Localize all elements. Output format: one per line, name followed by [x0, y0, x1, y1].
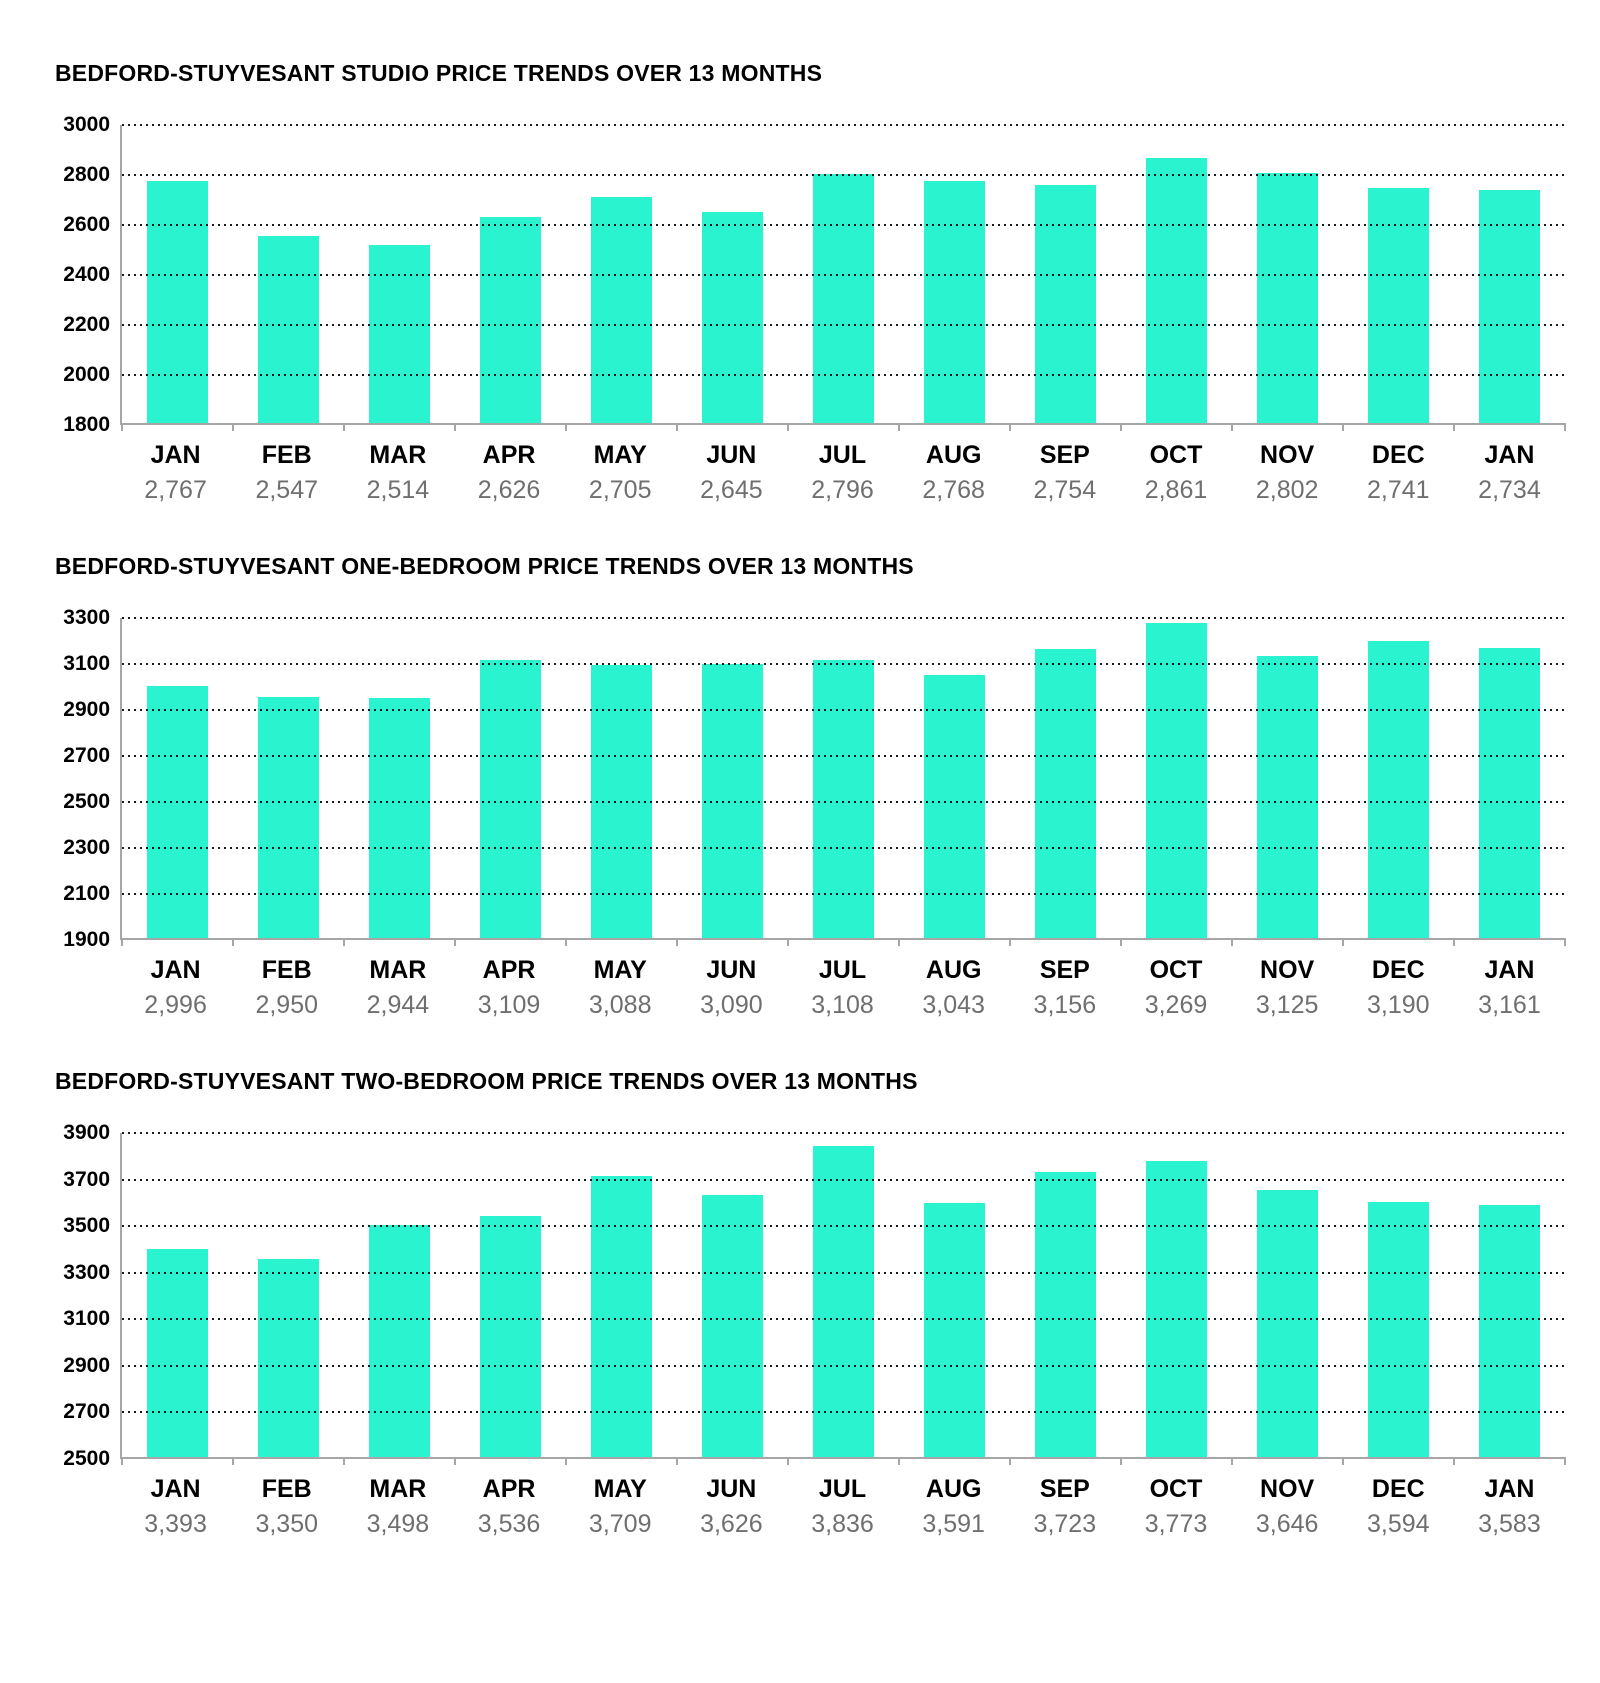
- y-axis-label: 2900: [63, 698, 110, 721]
- tick-mark: [1564, 423, 1566, 431]
- x-axis-value-label: 2,861: [1144, 476, 1208, 504]
- tick-mark: [898, 1457, 900, 1465]
- x-axis-month-label: MAY: [593, 1475, 647, 1503]
- x-axis-value-label: 2,996: [144, 991, 207, 1019]
- tick-mark: [232, 938, 234, 946]
- bar-slot: [122, 1133, 233, 1457]
- y-axis-label: 2700: [63, 1400, 110, 1424]
- chart-title-one-bedroom: BEDFORD-STUYVESANT ONE-BEDROOM PRICE TRENDS OVER 13 MONTHS: [55, 553, 914, 579]
- x-axis-month-label: JAN: [1484, 1475, 1535, 1503]
- bar-feb-2: [258, 697, 319, 939]
- y-axis-label: 2000: [63, 363, 110, 386]
- x-axis-cell: [231, 441, 342, 505]
- x-axis-month-label: NOV: [1260, 956, 1315, 984]
- bar-mar-3: [369, 245, 430, 424]
- y-axis-label: 3500: [63, 1214, 110, 1238]
- x-axis-cell: [787, 956, 898, 1020]
- y-axis: [30, 1121, 110, 1470]
- gridline: [122, 893, 1565, 895]
- gridline: [122, 755, 1565, 757]
- one-bedroom-price-chart: [30, 553, 1565, 1020]
- gridline: [122, 224, 1565, 226]
- gridline: [122, 1411, 1565, 1413]
- bar-jun-6: [702, 1195, 763, 1457]
- tick-mark: [787, 423, 789, 431]
- tick-mark: [1120, 1457, 1122, 1465]
- x-axis-value-label: 3,393: [144, 1510, 207, 1538]
- bar-aug-8: [924, 1203, 985, 1457]
- x-axis: [120, 956, 1565, 1020]
- tick-mark: [1342, 1457, 1344, 1465]
- x-axis-value-label: 3,626: [700, 1510, 763, 1538]
- x-axis-month-label: JUN: [706, 1475, 757, 1503]
- x-axis-cell: [898, 956, 1009, 1020]
- x-axis-value-label: 3,190: [1367, 991, 1430, 1019]
- bar-slot: [1454, 618, 1565, 938]
- x-axis-cell: [120, 441, 231, 505]
- tick-mark: [565, 938, 567, 946]
- y-axis-label: 1900: [63, 928, 110, 951]
- x-axis-value-label: 2,741: [1367, 476, 1430, 504]
- y-axis-label: 2500: [63, 790, 110, 813]
- x-axis-cell: [565, 1475, 676, 1539]
- tick-mark: [676, 423, 678, 431]
- bar-apr-4: [480, 217, 541, 424]
- plot-area: [120, 1133, 1565, 1459]
- bar-dec-12: [1368, 188, 1429, 423]
- x-axis-month-label: JAN: [150, 441, 201, 469]
- tick-mark: [787, 1457, 789, 1465]
- y-axis-label: 2900: [63, 1353, 110, 1377]
- x-axis-value-label: 2,802: [1255, 476, 1319, 504]
- x-axis-cell: [1232, 1475, 1343, 1539]
- studio-price-chart: [30, 60, 1565, 505]
- bar-oct-10: [1146, 623, 1207, 938]
- x-axis-value-label: 3,269: [1144, 991, 1208, 1019]
- y-axis-label: 2600: [63, 213, 110, 236]
- x-axis-cell: [1120, 956, 1231, 1020]
- bar-series: [122, 1133, 1565, 1457]
- x-axis-cell: [1232, 956, 1343, 1020]
- y-axis: [30, 606, 110, 951]
- x-axis-value-label: 3,108: [811, 991, 874, 1019]
- bar-nov-11: [1257, 1190, 1318, 1457]
- x-axis-value-label: 2,705: [588, 476, 652, 504]
- x-axis-month-label: MAR: [369, 1475, 427, 1503]
- x-axis-cell: [342, 441, 453, 505]
- bar-slot: [233, 618, 344, 938]
- x-axis-month-label: MAY: [593, 956, 647, 984]
- tick-mark: [1342, 423, 1344, 431]
- y-axis-label: 2100: [63, 882, 110, 905]
- bar-may-5: [591, 1176, 652, 1458]
- x-axis-value-label: 3,125: [1255, 991, 1319, 1019]
- x-axis-month-label: AUG: [925, 1475, 982, 1503]
- y-axis-label: 3300: [63, 1260, 110, 1284]
- x-axis-month-label: DEC: [1371, 1475, 1425, 1503]
- x-axis-value-label: 2,944: [366, 991, 430, 1019]
- tick-mark: [787, 938, 789, 946]
- x-axis-month-label: MAY: [593, 441, 647, 469]
- x-axis-value-label: 3,773: [1144, 1510, 1208, 1538]
- gridline: [122, 274, 1565, 276]
- tick-mark: [1231, 423, 1233, 431]
- bar-slot: [788, 1133, 899, 1457]
- gridline: [122, 847, 1565, 849]
- bar-slot: [344, 1133, 455, 1457]
- gridline: [122, 617, 1565, 619]
- x-axis-month-label: DEC: [1371, 956, 1425, 984]
- bar-aug-8: [924, 675, 985, 938]
- tick-mark: [1009, 1457, 1011, 1465]
- y-axis-label: 3000: [63, 113, 110, 136]
- bar-slot: [677, 1133, 788, 1457]
- bar-jan-1: [147, 1249, 208, 1457]
- x-axis-month-label: JUL: [818, 441, 867, 469]
- x-axis-cell: [1343, 1475, 1454, 1539]
- gridline: [122, 124, 1565, 126]
- tick-mark: [343, 938, 345, 946]
- tick-mark: [1009, 938, 1011, 946]
- tick-mark: [454, 423, 456, 431]
- x-axis-cell: [1454, 441, 1565, 505]
- tick-mark: [232, 423, 234, 431]
- x-axis-cell: [1120, 1475, 1231, 1539]
- x-axis-value-label: 3,498: [366, 1510, 430, 1538]
- gridline: [122, 1318, 1565, 1320]
- x-axis-cell: [453, 1475, 564, 1539]
- plot-area: [120, 618, 1565, 940]
- y-axis-label: 2800: [63, 163, 110, 186]
- x-axis-month-label: AUG: [925, 956, 982, 984]
- x-axis-cell: [1009, 1475, 1120, 1539]
- bar-nov-11: [1257, 656, 1318, 938]
- x-axis-value-label: 3,709: [588, 1510, 652, 1538]
- gridline: [122, 1179, 1565, 1181]
- plot-area: [120, 125, 1565, 425]
- bar-slot: [788, 618, 899, 938]
- y-axis-label: 3900: [63, 1121, 110, 1144]
- x-axis-value-label: 2,768: [922, 476, 985, 504]
- bar-slot: [455, 618, 566, 938]
- x-axis-month-label: OCT: [1149, 956, 1203, 984]
- x-axis-month-label: SEP: [1039, 956, 1090, 984]
- tick-mark: [1453, 423, 1455, 431]
- bar-slot: [1232, 1133, 1343, 1457]
- y-axis-label: 2300: [63, 836, 110, 859]
- y-axis-label: 3100: [63, 1307, 110, 1331]
- x-axis-month-label: AUG: [925, 441, 982, 469]
- x-axis-value-label: 3,350: [255, 1510, 319, 1538]
- x-axis-month-label: JUN: [706, 441, 757, 469]
- bar-slot: [1121, 1133, 1232, 1457]
- x-axis-month-label: JUL: [818, 1475, 867, 1503]
- x-axis-value-label: 3,591: [922, 1510, 985, 1538]
- x-axis-month-label: JAN: [1484, 441, 1535, 469]
- x-axis-cell: [676, 441, 787, 505]
- tick-mark: [121, 1457, 123, 1465]
- y-axis: [30, 113, 110, 436]
- tick-mark: [343, 423, 345, 431]
- x-axis-ticks: [122, 938, 1565, 948]
- x-axis-cell: [787, 1475, 898, 1539]
- x-axis-cell: [120, 1475, 231, 1539]
- bar-slot: [566, 1133, 677, 1457]
- tick-mark: [454, 938, 456, 946]
- x-axis-cell: [1343, 441, 1454, 505]
- bar-oct-10: [1146, 158, 1207, 423]
- y-axis-label: 2700: [63, 744, 110, 767]
- tick-mark: [343, 1457, 345, 1465]
- bar-slot: [1010, 1133, 1121, 1457]
- bar-dec-12: [1368, 1202, 1429, 1457]
- bar-jul-7: [813, 1146, 874, 1457]
- x-axis-month-label: JAN: [1484, 956, 1535, 984]
- x-axis-month-label: NOV: [1260, 441, 1315, 469]
- bar-slot: [344, 618, 455, 938]
- bar-feb-2: [258, 1259, 319, 1457]
- tick-mark: [1564, 938, 1566, 946]
- x-axis-cell: [1009, 441, 1120, 505]
- x-axis-month-label: APR: [482, 956, 536, 984]
- x-axis-value-label: 3,088: [588, 991, 652, 1019]
- x-axis-cell: [898, 1475, 1009, 1539]
- x-axis-value-label: 3,836: [811, 1510, 874, 1538]
- x-axis-month-label: JUN: [706, 956, 757, 984]
- x-axis-cell: [1232, 441, 1343, 505]
- x-axis-cell: [565, 956, 676, 1020]
- bar-aug-8: [924, 181, 985, 423]
- x-axis-value-label: 3,646: [1255, 1510, 1319, 1538]
- gridline: [122, 324, 1565, 326]
- chart-title-studio: BEDFORD-STUYVESANT STUDIO PRICE TRENDS OVER 13 MONTHS: [55, 60, 823, 86]
- tick-mark: [1231, 938, 1233, 946]
- bar-jan-1: [147, 181, 208, 423]
- x-axis-month-label: SEP: [1039, 1475, 1090, 1503]
- x-axis-ticks: [122, 423, 1565, 433]
- x-axis-month-label: FEB: [261, 1475, 312, 1503]
- y-axis-label: 3300: [63, 606, 110, 629]
- gridline: [122, 1272, 1565, 1274]
- x-axis-month-label: MAR: [369, 956, 427, 984]
- x-axis-month-label: FEB: [261, 956, 312, 984]
- bar-slot: [1343, 618, 1454, 938]
- bar-slot: [1121, 618, 1232, 938]
- x-axis-value-label: 3,109: [477, 991, 541, 1019]
- chart-body: [30, 1121, 1565, 1539]
- gridline: [122, 801, 1565, 803]
- x-axis-value-label: 3,594: [1367, 1510, 1430, 1538]
- x-axis-cell: [1009, 956, 1120, 1020]
- x-axis-value-label: 3,536: [477, 1510, 541, 1538]
- x-axis-value-label: 3,583: [1478, 1510, 1541, 1538]
- tick-mark: [676, 938, 678, 946]
- x-axis-cell: [231, 956, 342, 1020]
- tick-mark: [1120, 423, 1122, 431]
- x-axis-cell: [1454, 956, 1565, 1020]
- x-axis-month-label: APR: [482, 1475, 536, 1503]
- tick-mark: [898, 938, 900, 946]
- tick-mark: [121, 423, 123, 431]
- gridline: [122, 174, 1565, 176]
- bar-jan-13: [1479, 1205, 1540, 1457]
- x-axis-value-label: 2,796: [811, 476, 874, 504]
- x-axis-cell: [1343, 956, 1454, 1020]
- x-axis: [120, 441, 1565, 505]
- bar-slot: [677, 618, 788, 938]
- x-axis-cell: [898, 441, 1009, 505]
- x-axis-month-label: SEP: [1039, 441, 1090, 469]
- tick-mark: [565, 1457, 567, 1465]
- x-axis-month-label: OCT: [1149, 1475, 1203, 1503]
- bar-slot: [566, 618, 677, 938]
- x-axis-value-label: 2,626: [477, 476, 541, 504]
- gridline: [122, 1365, 1565, 1367]
- x-axis-cell: [676, 1475, 787, 1539]
- x-axis-value-label: 3,161: [1478, 991, 1541, 1019]
- x-axis-value-label: 2,734: [1478, 476, 1541, 504]
- x-axis-cell: [1454, 1475, 1565, 1539]
- x-axis-value-label: 2,767: [144, 476, 207, 504]
- x-axis-month-label: FEB: [261, 441, 312, 469]
- x-axis-month-label: JUL: [818, 956, 867, 984]
- x-axis-cell: [565, 441, 676, 505]
- gridline: [122, 1132, 1565, 1134]
- bar-may-5: [591, 197, 652, 423]
- bar-apr-4: [480, 660, 541, 938]
- x-axis-value-label: 2,754: [1033, 476, 1097, 504]
- x-axis-cell: [453, 956, 564, 1020]
- x-axis-value-label: 3,723: [1033, 1510, 1097, 1538]
- y-axis-label: 1800: [63, 413, 110, 436]
- tick-mark: [676, 1457, 678, 1465]
- bar-jul-7: [813, 660, 874, 938]
- bar-slot: [233, 1133, 344, 1457]
- x-axis-month-label: JAN: [150, 956, 201, 984]
- y-axis-label: 2400: [63, 263, 110, 286]
- x-axis-cell: [787, 441, 898, 505]
- x-axis-month-label: DEC: [1371, 441, 1425, 469]
- x-axis-value-label: 3,043: [922, 991, 985, 1019]
- x-axis-ticks: [122, 1457, 1565, 1467]
- two-bedroom-price-chart: [30, 1068, 1565, 1539]
- chart-body: [30, 113, 1565, 505]
- bar-sep-9: [1035, 185, 1096, 424]
- tick-mark: [1453, 938, 1455, 946]
- bar-series: [122, 618, 1565, 938]
- x-axis-month-label: APR: [482, 441, 536, 469]
- bar-jun-6: [702, 212, 763, 423]
- bar-slot: [122, 618, 233, 938]
- x-axis-cell: [120, 956, 231, 1020]
- gridline: [122, 374, 1565, 376]
- y-axis-label: 2500: [63, 1447, 110, 1470]
- tick-mark: [1564, 1457, 1566, 1465]
- tick-mark: [1453, 1457, 1455, 1465]
- bar-slot: [1010, 618, 1121, 938]
- bar-jan-1: [147, 686, 208, 938]
- x-axis-value-label: 2,645: [700, 476, 763, 504]
- bar-slot: [1454, 1133, 1565, 1457]
- bar-mar-3: [369, 698, 430, 938]
- x-axis-month-label: JAN: [150, 1475, 201, 1503]
- bar-sep-9: [1035, 1172, 1096, 1457]
- tick-mark: [565, 423, 567, 431]
- x-axis-value-label: 2,547: [255, 476, 319, 504]
- x-axis-value-label: 3,156: [1033, 991, 1097, 1019]
- chart-title-two-bedroom: BEDFORD-STUYVESANT TWO-BEDROOM PRICE TRENDS OVER 13 MONTHS: [55, 1068, 918, 1094]
- bar-slot: [1343, 1133, 1454, 1457]
- gridline: [122, 1225, 1565, 1227]
- x-axis-value-label: 2,514: [366, 476, 430, 504]
- y-axis-label: 3100: [63, 652, 110, 675]
- tick-mark: [1009, 423, 1011, 431]
- bar-apr-4: [480, 1216, 541, 1457]
- x-axis-cell: [1120, 441, 1231, 505]
- bar-slot: [1232, 618, 1343, 938]
- bar-jul-7: [813, 174, 874, 423]
- bar-slot: [455, 1133, 566, 1457]
- x-axis-cell: [676, 956, 787, 1020]
- bar-feb-2: [258, 236, 319, 423]
- tick-mark: [898, 423, 900, 431]
- gridline: [122, 709, 1565, 711]
- x-axis-value-label: 2,950: [255, 991, 319, 1019]
- y-axis-label: 2200: [63, 313, 110, 336]
- tick-mark: [121, 938, 123, 946]
- bar-mar-3: [369, 1225, 430, 1457]
- tick-mark: [454, 1457, 456, 1465]
- x-axis: [120, 1475, 1565, 1539]
- bar-nov-11: [1257, 173, 1318, 424]
- x-axis-month-label: MAR: [369, 441, 427, 469]
- gridline: [122, 663, 1565, 665]
- tick-mark: [1231, 1457, 1233, 1465]
- x-axis-cell: [231, 1475, 342, 1539]
- tick-mark: [232, 1457, 234, 1465]
- x-axis-month-label: OCT: [1149, 441, 1203, 469]
- bar-slot: [899, 618, 1010, 938]
- bar-slot: [899, 1133, 1010, 1457]
- x-axis-value-label: 3,090: [700, 991, 763, 1019]
- tick-mark: [1120, 938, 1122, 946]
- x-axis-cell: [342, 956, 453, 1020]
- x-axis-cell: [453, 441, 564, 505]
- chart-body: [30, 606, 1565, 1020]
- x-axis-cell: [342, 1475, 453, 1539]
- x-axis-month-label: NOV: [1260, 1475, 1315, 1503]
- tick-mark: [1342, 938, 1344, 946]
- y-axis-label: 3700: [63, 1167, 110, 1191]
